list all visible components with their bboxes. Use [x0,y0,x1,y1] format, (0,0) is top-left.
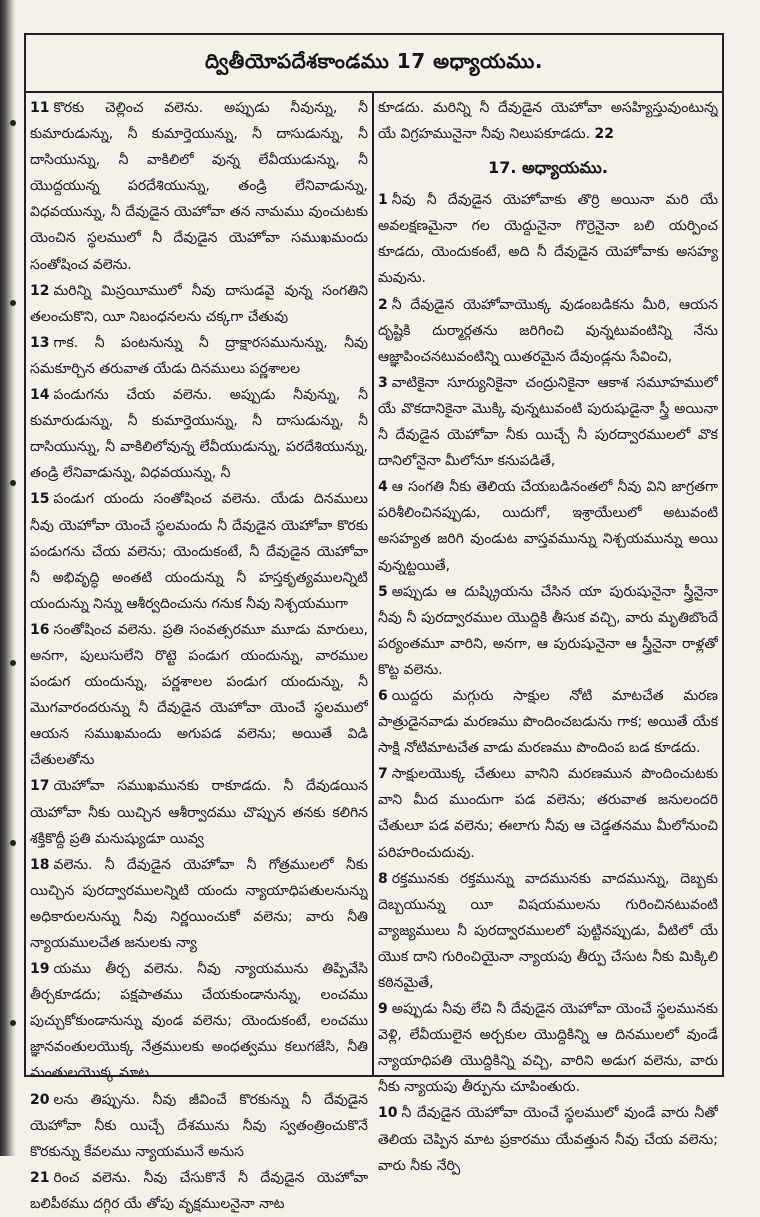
verse-number: 6 [378,687,388,704]
verse [378,996,718,1100]
verse [30,956,368,1086]
page-title: ద్వితీయోపదేశకాండము 17 అధ్యాయము. [205,48,543,73]
verse [378,370,718,474]
page-header [26,35,722,93]
verse [30,1165,368,1217]
verse [378,95,718,147]
verse [378,187,718,291]
binding-hole [10,480,16,486]
verse-number: 5 [378,583,388,600]
binding-hole [10,1020,16,1026]
verse-text: సాక్షులయొక్క చేతులు వానిని మరణమున పొందించుటకు వాని మీద ముందుగా పడ వలెను; తరువాత జనులందరి చేతులూ పడ వలెను; ఈలాగు నీవు ఆ చెడ్డతనము మీలోనుంచి పరిహరించుదువు. [378,766,718,861]
verse-text: యిద్దరు మగ్గురు సాక్షుల నోటి మాటచేత మరణ పాత్రుడైనవాడు మరణము పొందించబడును గాక; అయితే యేక సాక్షి నోటిమాటచేత వాడు మరణము పొందింప బడ కూడదు. [378,687,718,757]
verse-text: ఆ సంగతి నీకు తెలియ చేయబడినంతలో నీవు విని జాగ్రతగా పరిశీలించినప్పుడు, యిదుగో, ఇశ్రాయేలులో అటువంటి అసహ్యత జరిగి వుండుట వాస్తవమున్ను నిశ్చయమున్ను అయి వున్నట్టయితే, [378,479,718,574]
verse [30,95,368,278]
verse-number: 13 [30,334,50,351]
verse [30,1087,368,1165]
verse-text: యెహోవా సముఖమునకు రాకూడదు. నీ దేవుడయిన యెహోవా నీకు యిచ్చిన ఆశీర్వాదము చొప్పున తనకు కలిగిన శక్తికొద్దీ ప్రతి మనుష్యుడూ యివ్వ [30,778,368,847]
verse-text: సంతోషించ వలెను. ప్రతి సంవత్సరమూ మూడు మారులు, అనగా, పులుసులేని రొట్టె పండుగ యందున్ను, వారముల పండుగ యందున్ను, పర్ణశాలల పండుగ యందున్ను, నీ మొగవారందరున్ను నీ దేవుడైన యెహోవా యెంచే స్థలములో ఆయన సముఖమందు అగుపడ వలెను; అయితే విడి చేతులతోను [30,621,368,769]
verse-text: నీ దేవుడైన యెహోవాయొక్క వుడంబడికను మీరి, ఆయన దృష్టికి దుర్మార్గతను జరిగించి వున్నటువంటిన్ని నేను ఆజ్ఞాపించనటువంటిన్ని యితరమైన దేవుండ్లను సేవించి, [378,296,718,365]
verse [30,773,368,851]
left-column [30,95,368,1217]
verse-text: పండుగ యందు సంతోషించ వలెను. యేడు దినములు నీవు యెహోవా యెంచే స్థలమందు నీ దేవుడైన యెహోవా కొరకు పండుగను చేయ వలెను; యెందుకంటే, నీ దేవుడైన యెహోవా నీ అభివృద్ధి అంతటి యందున్ను నీ హస్తకృత్యములన్నిటి యందున్ను నిన్ను ఆశీర్వదించును గనుక నీవు నిశ్చయముగా [30,491,368,612]
verse-number: 11 [30,100,50,116]
verse [30,330,368,382]
column-divider [372,91,374,1075]
right-verses [378,187,718,1179]
chapter-heading: 17. అధ్యాయము. [488,158,608,178]
verse-number: 16 [30,621,50,638]
right-column [378,95,718,1179]
verse-number: 8 [378,870,388,887]
verse-text: అప్పుడు ఆ దుష్క్రియను చేసిన యా పురుషునైనా స్త్రీనైనా నీవు నీ పురద్వారముల యొద్దికి తీసుక వచ్చి, వారు మృతిబొందే పర్యంతమూ వారిని, అనగా, ఆ పురుషునైనా ఆ స్త్రీనైనా రాళ్లతో కొట్ట వలెను. [378,583,718,678]
verse-number: 12 [30,282,50,299]
verse [30,278,368,330]
verse-text: అప్పుడు నీవు లేచి నీ దేవుడైన యెహోవా యెంచే స్థలమునకు వెళ్లి, లేవీయులైన అర్చకుల యొద్దికిన్ని ఆ దినములలో వుండే న్యాయాధిపతి యొద్దికిన్ని వచ్చి, వారిని అడుగ వలెను, వారు నీకు న్యాయపు తీర్పును చూపింతురు. [378,1001,718,1096]
verse-number: 21 [30,1169,50,1186]
verse-number: 1 [378,192,388,209]
verse-text: కూడదు. మరిన్ని నీ దేవుడైన యెహోవా అసహ్యిస్తువుంటున్న యే విగ్రహమునైనా నీవు నిలుపకూడదు. [378,100,718,143]
verse-number: 2 [378,296,388,313]
binding-holes [10,0,18,1156]
verse-text: యము తీర్చ వలెను. నీవు న్యాయమును తిప్పివేసి తీర్చకూడదు; పక్షపాతము చేయకుండానున్ను, లంచము పుచ్చుకోకుండానున్ను వుండ వలెను; యెందుకంటే, లంచము జ్ఞానవంతులయొక్క నేత్రములకు అంధత్వము కలుగజేసి, నీతి మంతులయొక్క మాట [30,961,368,1082]
verse-text: నీ దేవుడైన యెహోవా యెంచే స్థలములో వుండే వారు నీతో తెలియ చెప్పిన మాట ప్రకారము యేవత్తున నీవు చేయ వలెను; వారు నీకు నేర్పి [378,1105,718,1174]
verse-text: నీవు నీ దేవుడైన యెహోవాకు తొర్రి అయినా మరి యే అవలక్షణమైనా గల యెద్దునైనా గొర్రెనైనా బలి యర్పించ కూడదు, యెందుకంటే, అది నీ దేవుడైన యెహోవాకు అసహ్య మవును. [378,192,718,287]
verse [378,292,718,370]
verse [378,1100,718,1178]
verse-text: వలెను. నీ దేవుడైన యెహోవా నీ గోత్రములలో నీకు యిచ్చిన పురద్వారములన్నిటి యందు న్యాయాధిపతులనున్ను అధికారులనున్ను నీవు నిర్ణయించుకో వలెను; వారు నీతి న్యాయములచేత జనులకు న్యా [30,856,368,951]
verse [378,579,718,683]
verse-number: 10 [378,1105,398,1122]
verse-number: 20 [30,1091,50,1108]
verse-number: 15 [30,491,50,508]
verse-text: పండుగను చేయ వలెను. అప్పుడు నీవున్ను, నీ కుమారుడున్ను, నీ కుమార్తెయున్ను, నీ దాసుడున్ను, నీ దాసియున్ను, నీ వాకిలిలోవున్న లేవీయుడున్ను, పరదేశియున్ను, తండ్రి లేనివాడున్ను, విధవయున్ను, నీ [30,387,368,482]
verse-number: 9 [378,1001,388,1018]
verse-text: లను తిప్పును. నీవు జీవించే కొరకున్ను నీ దేవుడైన యెహోవా నీకు యిచ్చే దేశమును నీవు స్వతంత్రించుకొనే కొరకున్ను కేవలము న్యాయమునే అనుస [30,1091,368,1160]
verse-number: 7 [378,766,388,783]
binding-hole [10,300,16,306]
verse [30,486,368,616]
verse-text: వాటికైనా సూర్యునికైనా చంద్రునికైనా ఆకాశ సమూహములో యే వొకదానికైనా మొక్కి వున్నటువంటి పురుషుడైనా స్త్రీ అయినా నీ దేవుడైన యెహోవా నీకు యిచ్చే నీ పురద్వారములలో వొక దానిలోనైనా మీలోనూ కనుపడితే, [378,374,718,470]
verse [378,761,718,865]
verse-number: 18 [30,856,50,873]
verse [30,382,368,486]
verse-number: 17 [30,778,50,795]
verse-number: 19 [30,961,50,978]
verse-number: 3 [378,374,388,391]
verse [378,474,718,578]
page-frame [24,33,724,1212]
verse-text: మరిన్ని మిస్రయీములో నీవు దాసుడవై వున్న సంగతిని తలంచుకొని, యీ నిబంధనలను చక్కగా చేతువు [30,282,368,325]
verse [378,866,718,996]
binding-hole [10,120,16,126]
binding-hole [10,660,16,666]
verse [30,617,368,774]
verse-text: రక్తమునకు రక్తమున్ను వాదమునకు వాదమున్ను, దెబ్బకు దెబ్బయున్ను యీ విషయములను గురించినటువంటి వ్యాజ్యములు నీ పురద్వారములలో పుట్టినప్పుడు, వీటిలో యే యొక దాని గురించియైనా న్యాయపు తీర్పు చేసుట నీకు మిక్కిలి కఠినమైతే, [378,870,718,991]
verse [30,852,368,956]
binding-hole [10,840,16,846]
verse-number: 22 [594,126,615,143]
verse-number: 14 [30,387,50,404]
verse-text: కొరకు చెల్లించ వలెను. అప్పుడు నీవున్ను, నీ కుమారుడున్ను, నీ కుమార్తెయున్ను, నీ దాసుడున్ను, నీ దాసియున్ను, నీ వాకిలిలో వున్న లేవీయుడున్ను, నీ యొద్దయున్న పరదేశియున్ను, తండ్రి లేనివాడున్ను, విధవయున్ను, నీ దేవుడైన యెహోవా తన నామము వుంచుటకు యెంచిన స్థలములో నీ దేవుడైన యెహోవా సముఖమందు సంతోషించ వలెను. [30,100,368,273]
verse [378,683,718,761]
verse-text: గాక. నీ పంటనున్ను నీ ద్రాక్షారసమునున్ను, నీవు సమకూర్చిన తరువాత యేడు దినములు పర్ణశాలల [30,334,368,377]
verse-text: రించ వలెను. నీవు చేసుకొనే నీ దేవుడైన యెహోవా బలిపీఠము దగ్గిర యే తోపు వృక్షములనైనా నాట [30,1169,368,1212]
verse-number: 4 [378,479,388,496]
